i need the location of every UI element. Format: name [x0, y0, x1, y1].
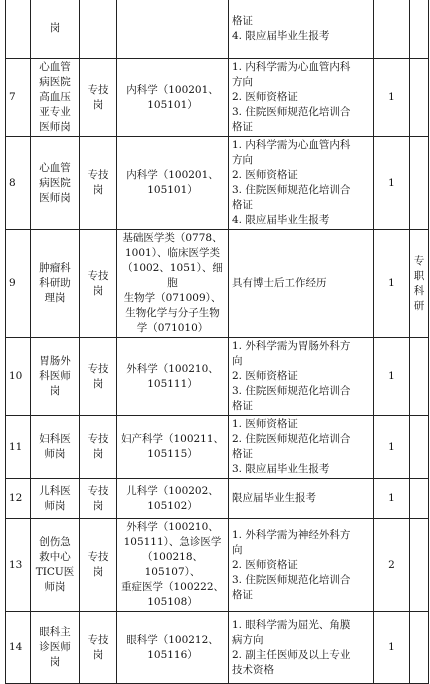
requirement-line: 3. 住院医师规范化培训合 格证 [232, 573, 351, 601]
post-type-cell-text: 专技 岗 [87, 484, 109, 512]
requirement-line: 2. 医师资格证 [232, 91, 298, 103]
requirement-line: 1. 外科学需为神经外科方 向 [232, 528, 351, 556]
requirements-cell [229, 416, 374, 479]
note-cell [410, 479, 429, 519]
note-cell [410, 230, 429, 338]
post-name-cell-text: 心血管 病医院 医师岗 [39, 161, 71, 204]
headcount-cell-text: 1 [388, 440, 395, 453]
major-cell-text: 眼科学（100212、 105116） [126, 633, 219, 661]
table-row [6, 137, 429, 230]
row-number-cell [6, 230, 31, 338]
row-number-cell [6, 137, 31, 230]
major-cell-text: 内科学（100201、 105101） [126, 169, 219, 196]
headcount-cell-text: 2 [388, 558, 395, 571]
major-cell [117, 137, 229, 230]
major-cell-text: 内科学（100201、 105101） [126, 83, 219, 111]
headcount-cell-text: 1 [388, 492, 395, 504]
headcount-cell-text: 1 [388, 176, 395, 189]
table-row [6, 416, 429, 479]
note-cell [410, 612, 429, 684]
post-name-cell-text: 岗 [49, 22, 61, 34]
headcount-cell [374, 519, 410, 612]
headcount-cell-text: 1 [388, 370, 395, 382]
post-type-cell-text: 专技 岗 [87, 551, 109, 578]
requirement-line: 具有博士后工作经历 [232, 277, 327, 289]
post-name-cell-text: 儿科医 师岗 [39, 484, 71, 512]
major-cell [117, 59, 229, 137]
post-name-cell [31, 0, 80, 59]
requirement-line: 3. 住院医师规范化培训合 格证 [232, 184, 351, 211]
requirement-line: 4. 限应届毕业生报考 [232, 214, 330, 226]
post-name-cell-text: 胃肠外 科医师 岗 [39, 355, 71, 397]
post-name-cell-text: 肿瘤科 科研助 理岗 [39, 262, 71, 304]
headcount-cell-text: 1 [388, 277, 395, 289]
requirement-line: 2. 医师资格证 [232, 558, 298, 571]
headcount-cell-text: 1 [388, 641, 395, 653]
row-number-cell-text: 9 [9, 277, 16, 289]
post-type-cell [80, 0, 117, 59]
requirements-cell [229, 479, 374, 519]
post-name-cell [31, 59, 80, 137]
major-cell [117, 479, 229, 519]
post-type-cell [80, 338, 117, 416]
major-cell [117, 230, 229, 338]
note-cell [410, 137, 429, 230]
table-row [6, 479, 429, 519]
row-number-cell [6, 612, 31, 684]
row-number-cell-text: 14 [9, 641, 23, 653]
headcount-cell [374, 59, 410, 137]
major-cell-text: 外科学（100210、 105111） [126, 362, 219, 390]
post-type-cell [80, 137, 117, 230]
post-name-cell [31, 416, 80, 479]
post-type-cell-text: 专技 岗 [87, 83, 109, 111]
requirement-line: 1. 内科学需为心血管内科 方向 [232, 139, 351, 166]
requirement-line: 1. 眼科学需为屈光、角膜 病方向 [232, 618, 351, 646]
headcount-cell [374, 479, 410, 519]
table-row [6, 230, 429, 338]
post-name-cell [31, 230, 80, 338]
post-type-cell [80, 479, 117, 519]
table-row [6, 519, 429, 612]
post-type-cell-text: 专技 岗 [87, 169, 109, 196]
requirement-line: 1. 内科学需为心血管内科 方向 [232, 61, 351, 88]
post-name-cell-text: 创伤急 救中心 TICU医 师岗 [35, 536, 75, 593]
requirement-line: 格证 [232, 14, 253, 27]
major-cell [117, 338, 229, 416]
post-name-cell [31, 519, 80, 612]
note-cell [410, 519, 429, 612]
major-cell-text: 外科学（100210、 105111）、急诊医学 （100218、105107）、 重症医学（100222、 105108） [120, 521, 225, 608]
post-name-cell [31, 137, 80, 230]
headcount-cell [374, 416, 410, 479]
post-type-cell [80, 519, 117, 612]
requirement-line: 2. 医师资格证 [232, 370, 298, 382]
headcount-cell [374, 137, 410, 230]
post-name-cell-text: 妇科医 师岗 [39, 433, 71, 460]
post-type-cell [80, 59, 117, 137]
requirements-cell [229, 338, 374, 416]
post-type-cell [80, 416, 117, 479]
recruitment-table [5, 0, 429, 684]
headcount-cell [374, 612, 410, 684]
post-type-cell [80, 612, 117, 684]
table-row [6, 612, 429, 684]
table-row [6, 59, 429, 137]
major-cell [117, 0, 229, 59]
post-type-cell [80, 230, 117, 338]
requirements-cell [229, 612, 374, 684]
headcount-cell-text: 1 [388, 91, 395, 103]
requirement-line: 2. 副主任医师及以上专业 技术资格 [232, 648, 351, 676]
post-type-cell-text: 专技 岗 [87, 362, 109, 390]
requirement-line: 1. 外科学需为胃肠外科方 向 [232, 340, 351, 367]
requirements-cell [229, 230, 374, 338]
note-cell-text: 专职 科研 [413, 254, 425, 312]
row-number-cell [6, 416, 31, 479]
requirement-line: 限应届毕业生报考 [232, 492, 316, 504]
major-cell-text: 儿科学（100202、 105102） [126, 484, 219, 512]
requirements-cell [229, 519, 374, 612]
requirement-line: 2. 住院医师规范化培训合 格证 [232, 433, 351, 460]
major-cell-text: 妇产科学（100211、 105115） [120, 433, 225, 460]
requirement-line: 4. 限应届毕业生报考 [232, 29, 330, 42]
table-row [6, 338, 429, 416]
headcount-cell [374, 230, 410, 338]
note-cell [410, 0, 429, 59]
requirement-line: 2. 医师资格证 [232, 169, 298, 181]
major-cell [117, 519, 229, 612]
table-row [6, 0, 429, 59]
row-number-cell-text: 13 [9, 558, 23, 571]
major-cell [117, 416, 229, 479]
note-cell [410, 416, 429, 479]
requirement-line: 3. 住院医师规范化培训合 格证 [232, 385, 351, 412]
note-cell [410, 338, 429, 416]
row-number-cell-text: 11 [9, 440, 23, 453]
requirements-cell [229, 0, 374, 59]
requirements-cell [229, 137, 374, 230]
post-type-cell-text: 专技 岗 [87, 633, 109, 661]
headcount-cell [374, 338, 410, 416]
row-number-cell [6, 59, 31, 137]
post-name-cell [31, 612, 80, 684]
row-number-cell-text: 12 [9, 492, 23, 504]
post-type-cell-text: 专技 岗 [87, 433, 109, 460]
requirement-line: 1. 医师资格证 [232, 418, 298, 430]
row-number-cell [6, 479, 31, 519]
major-cell [117, 612, 229, 684]
row-number-cell [6, 519, 31, 612]
major-cell-text: 基础医学类（0778、 1001）、临床医学类 （1002、1051）、细胞 生物学（071009）、 生物化学与分子生物 学（071010） [122, 232, 223, 334]
row-number-cell-text: 10 [9, 370, 23, 382]
requirement-line: 3. 住院医师规范化培训合 格证 [232, 106, 351, 133]
requirement-line: 3. 限应届毕业生报考 [232, 463, 330, 475]
post-name-cell-text: 眼科主 诊医师 岗 [39, 626, 71, 668]
row-number-cell [6, 0, 31, 59]
table-body [6, 0, 429, 684]
headcount-cell [374, 0, 410, 59]
post-name-cell [31, 479, 80, 519]
note-cell [410, 59, 429, 137]
row-number-cell-text: 8 [9, 176, 16, 189]
post-name-cell-text: 心血管 病医院 高血压 亚专业 医师岗 [39, 61, 71, 133]
post-type-cell-text: 专技 岗 [87, 269, 109, 297]
row-number-cell-text: 7 [9, 91, 16, 103]
row-number-cell [6, 338, 31, 416]
requirements-cell [229, 59, 374, 137]
post-name-cell [31, 338, 80, 416]
